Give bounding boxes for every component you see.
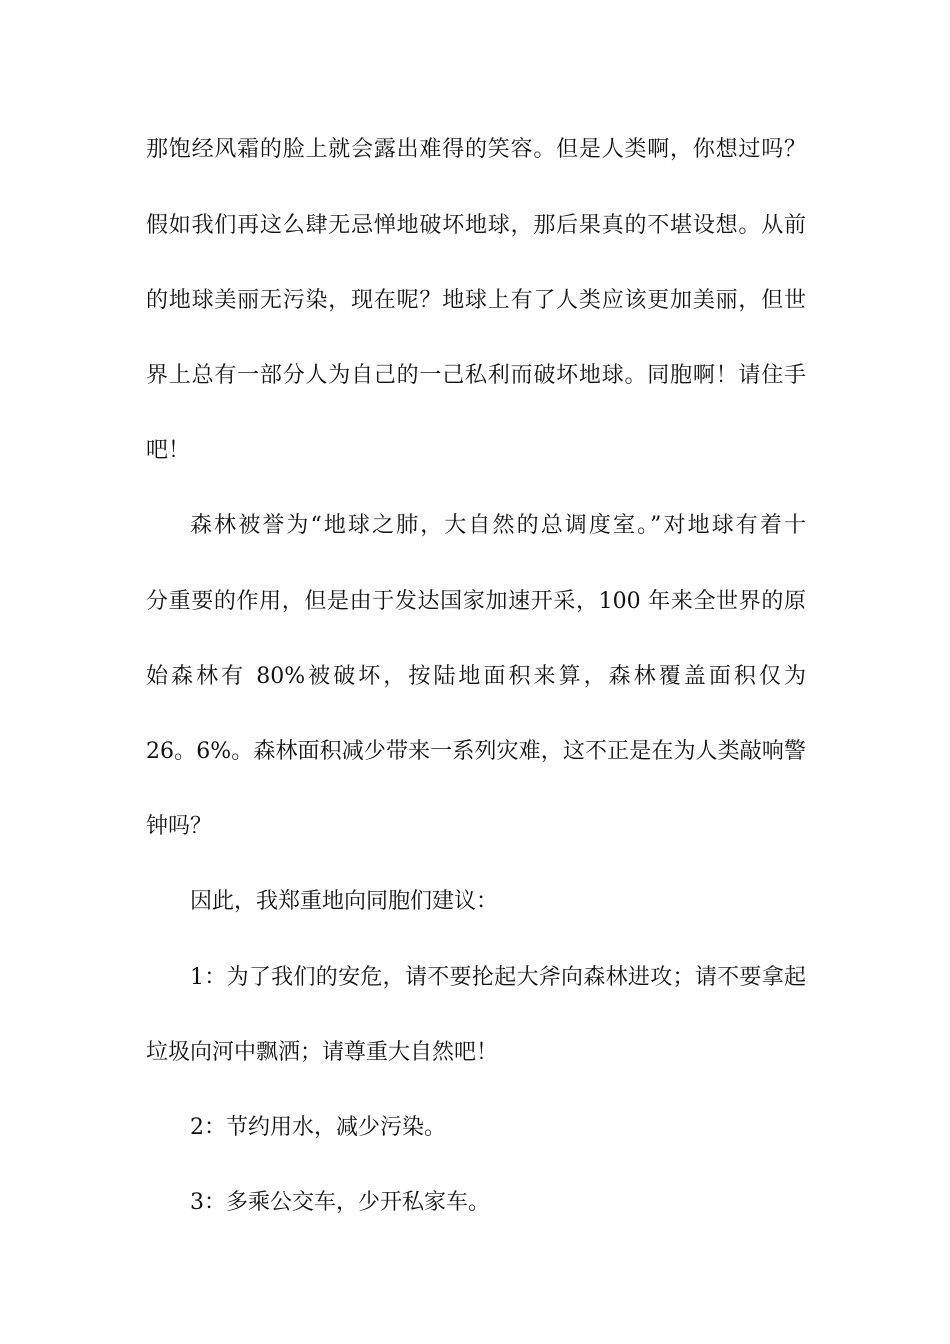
text-line: 的地球美丽无污染，现在呢？地球上有了人类应该更加美丽，但世 [146,288,806,313]
text-line: 分重要的作用，但是由于发达国家加速开采，100 年来全世界的原 [146,589,806,614]
list-item-3: 3：多乘公交车，少开私家车。 [190,1190,490,1215]
text-line: 界上总有一部分人为自己的一己私利而破坏地球。同胞啊！请住手 [146,363,806,388]
paragraph-first-line: 森林被誉为“地球之肺，大自然的总调度室。”对地球有着十 [190,513,806,538]
text-line: 吧！ [146,438,191,463]
text-line: 始森林有 80%被破坏，按陆地面积来算，森林覆盖面积仅为 [146,664,806,689]
text-line: 假如我们再这么肆无忌惮地破坏地球，那后果真的不堪设想。从前 [146,213,806,238]
list-item-1-continuation: 垃圾向河中飘洒；请尊重大自然吧！ [146,1040,499,1065]
paragraph-first-line: 因此，我郑重地向同胞们建议： [190,889,499,914]
text-line: 那饱经风霜的脸上就会露出难得的笑容。但是人类啊，你想过吗？ [146,137,806,162]
text-line: 钟吗？ [146,814,213,839]
list-item-2: 2：节约用水，减少污染。 [190,1115,446,1140]
text-line: 26。6%。森林面积减少带来一系列灾难，这不正是在为人类敲响警 [146,739,806,764]
list-item-1: 1：为了我们的安危，请不要抡起大斧向森林进攻；请不要拿起 [190,965,806,990]
